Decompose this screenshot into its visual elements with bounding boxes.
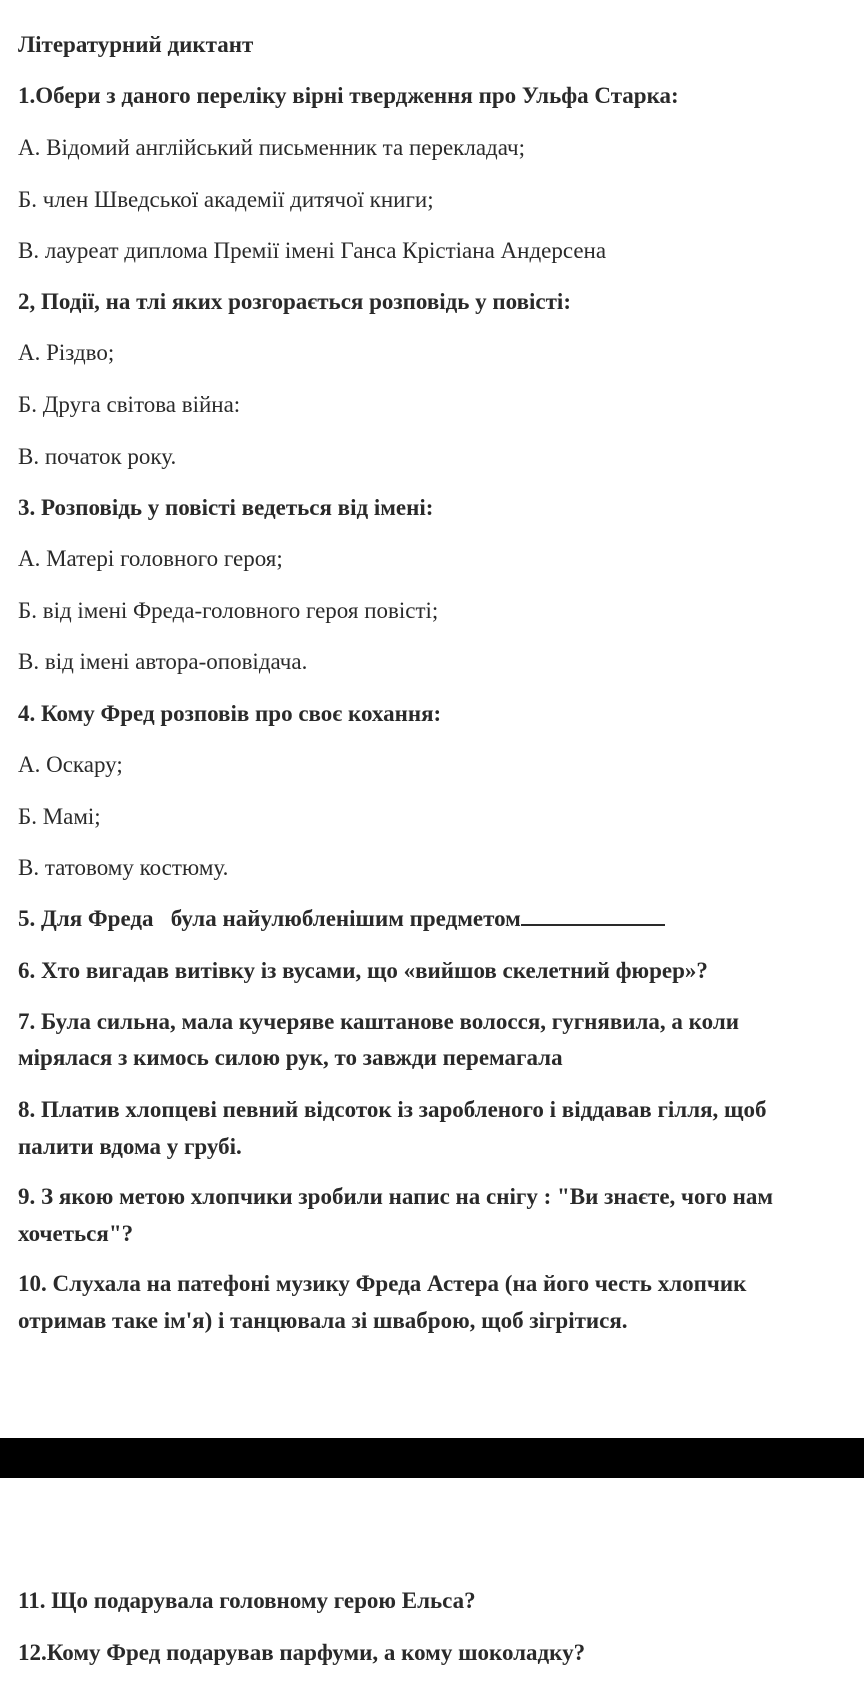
question-1: 1.Обери з даного переліку вірні твердження про Ульфа Старка:: [18, 83, 679, 108]
black-bar: [0, 1438, 864, 1478]
question-4: 4. Кому Фред розповів про своє кохання:: [18, 701, 442, 726]
question-1-option-b: Б. член Шведської академії дитячої книги;: [18, 187, 434, 212]
question-2: 2, Події, на тлі яких розгорається розповідь у повісті:: [18, 289, 571, 314]
question-6: 6. Хто вигадав витівку із вусами, що «вийшов скелетний фюрер»?: [18, 958, 708, 983]
question-9-line-1: 9. З якою метою хлопчики зробили напис на снігу : "Ви знаєте, чого нам: [18, 1184, 774, 1209]
question-9-line-2: хочеться"?: [18, 1221, 134, 1246]
question-7-line-2: мірялася з кимось силою рук, то завжди перемагала: [18, 1045, 563, 1070]
question-3-option-b: Б. від імені Фреда-головного героя повісті;: [18, 598, 439, 623]
question-10-line-2: отримав таке ім'я) і танцювала зі шваброю, щоб зігрітися.: [18, 1308, 628, 1333]
question-2-option-c: В. початок року.: [18, 444, 177, 469]
question-5: [18, 902, 852, 936]
question-11: 11. Що подарувала головному герою Ельса?: [18, 1588, 476, 1613]
question-3-option-c: В. від імені автора-оповідача.: [18, 649, 308, 674]
question-8-line-1: 8. Платив хлопцеві певний відсоток із заробленого і віддавав гілля, щоб: [18, 1097, 767, 1122]
question-1-option-c: В. лауреат диплома Премії імені Ганса Крістіана Андерсена: [18, 238, 607, 263]
question-10-line-1: 10. Слухала на патефоні музику Фреда Астера (на його честь хлопчик: [18, 1271, 747, 1296]
question-4-option-b: Б. Мамі;: [18, 804, 101, 829]
question-5-text: 5. Для Фреда була найулюбленішим предметом: [18, 906, 521, 931]
page-title: Літературний диктант: [18, 32, 254, 57]
question-2-option-b: Б. Друга світова війна:: [18, 392, 241, 417]
question-7-line-1: 7. Була сильна, мала кучеряве каштанове волосся, гугнявила, а коли: [18, 1009, 739, 1034]
question-3-option-a: А. Матері головного героя;: [18, 546, 283, 571]
question-1-option-a: А. Відомий англійський письменник та перекладач;: [18, 135, 525, 160]
question-4-option-c: В. татовому костюму.: [18, 855, 229, 880]
question-4-option-a: А. Оскару;: [18, 752, 123, 777]
question-3: 3. Розповідь у повісті ведеться від імені:: [18, 495, 434, 520]
question-2-option-a: А. Різдво;: [18, 340, 115, 365]
question-12: 12.Кому Фред подарував парфуми, а кому шоколадку?: [18, 1640, 586, 1665]
question-8-line-2: палити вдома у грубі.: [18, 1134, 242, 1159]
answer-blank: [521, 906, 665, 926]
